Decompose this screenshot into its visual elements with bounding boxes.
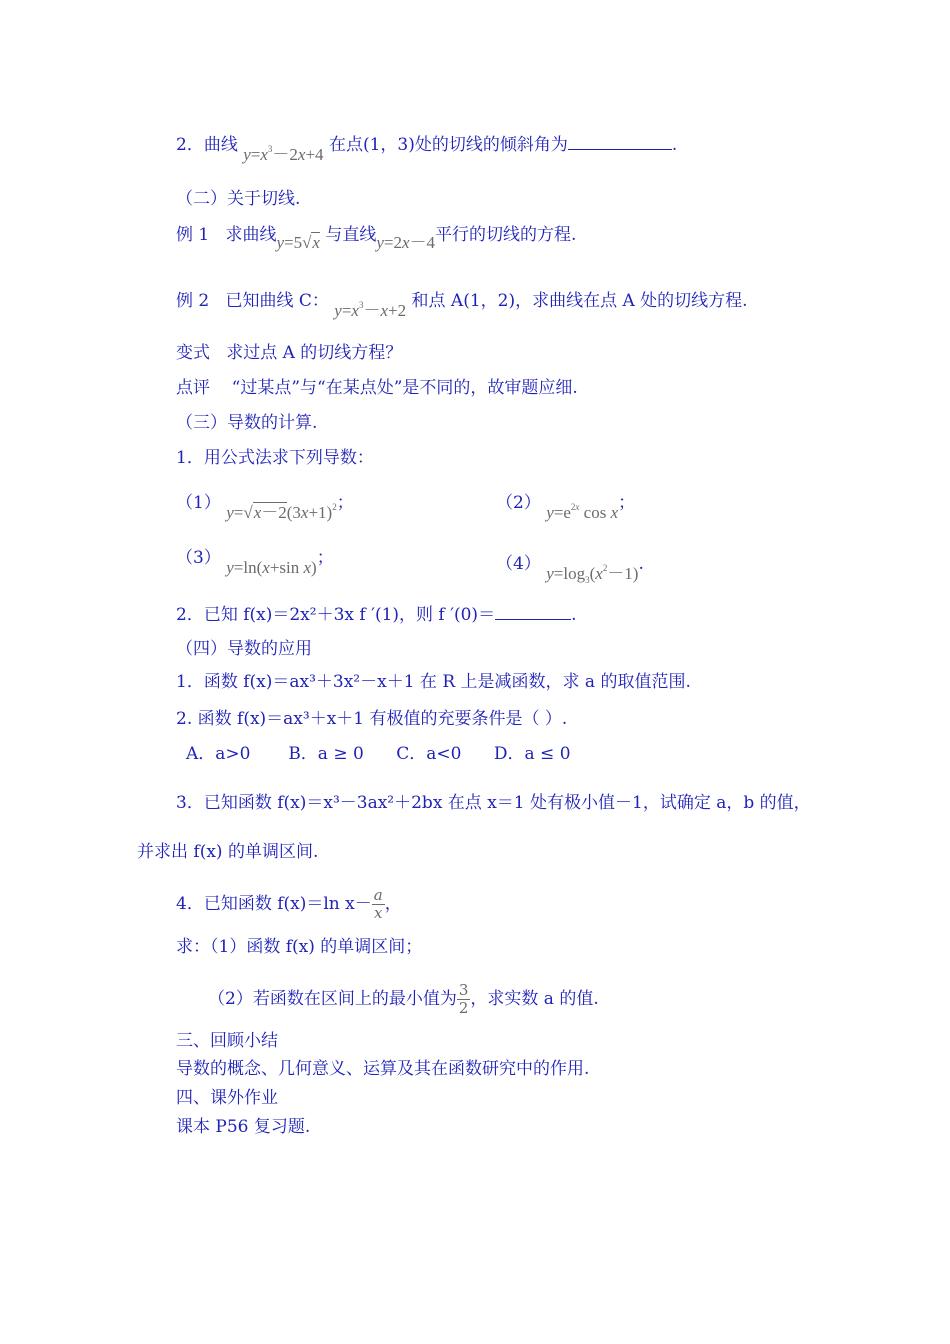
section-homework-heading: 四、课外作业 <box>176 1088 278 1108</box>
apply-q2-options <box>186 743 571 765</box>
apply-q1: 1．函数 f(x)＝ax³＋3x²－x＋1 在 R 上是减函数，求 a 的取值范围. <box>176 672 691 692</box>
variant: 变式 求过点 A 的切线方程？ <box>176 343 403 363</box>
calc-item-2: （2） $y=e^{2x}$ cos x； <box>496 493 636 522</box>
example2-curve: $y=x^3-x+2$ <box>334 300 407 320</box>
option-d[interactable]: D．a ≤ 0 <box>493 744 571 764</box>
calc-item-4-formula: $y=\log_3(x^2-1)$ <box>546 563 639 585</box>
q2-tangent-line: 2．曲线 $y=x^3-2x+4$ 在点(1，3)处的切线的倾斜角为 . <box>176 135 678 164</box>
calc-q1: 1．用公式法求下列导数： <box>176 448 374 468</box>
example-2: 例 2 已知曲线 C： $y=x^3-x+2$ 和点 A(1，2)，求曲线在点 A 处的切线方程. <box>176 291 748 320</box>
section-review-heading: 三、回顾小结 <box>176 1031 278 1051</box>
apply-q4-sub2: （2）若函数在区间上的最小值为 $\frac{3}{2}$ ，求实数 a 的值. <box>208 981 599 1017</box>
calc-item-2-formula: $y=e^{2x}$ cos x <box>546 502 619 522</box>
q2-prefix: 2．曲线 <box>176 135 238 155</box>
section-apply-heading: （四）导数的应用 <box>176 639 312 659</box>
option-b[interactable]: B．a ≥ 0 <box>288 744 364 764</box>
answer-blank[interactable] <box>495 603 571 620</box>
apply-q3-line1: 3．已知函数 f(x)＝x³－3ax²＋2bx 在点 x＝1 处有极小值－1，试确定 a，b 的值， <box>176 793 811 813</box>
section-tangent-heading: （二）关于切线. <box>176 189 301 209</box>
q2-text: 在点(1，3)处的切线的倾斜角为 <box>328 135 568 155</box>
calc-item-4: （4） $y=\log_3(x^2-1)$. <box>496 554 644 585</box>
answer-blank[interactable] <box>568 133 672 150</box>
option-c[interactable]: C．a<0 <box>396 744 462 764</box>
apply-q4-sub1: 求：（1）函数 f(x) 的单调区间； <box>176 937 423 957</box>
calc-q2: 2．已知 f(x)＝2x²＋3x f ′(1)，则 f ′(0)＝ . <box>176 605 577 625</box>
q4-sub2-fraction: $\frac{3}{2}$ <box>458 981 469 1017</box>
q4-fraction: $\frac{a}{x}$ <box>373 886 383 922</box>
q2-formula: $y=x^3-2x+4$ <box>243 144 324 164</box>
calc-item-3: （3） y=ln(x+sin x)； <box>176 548 334 577</box>
apply-q4: 4．已知函数 f(x)＝ln x－ $\frac{a}{x}$ ， <box>176 886 402 922</box>
example1-line: y=2x－4 <box>376 233 436 252</box>
section-review-text: 导数的概念、几何意义、运算及其在函数研究中的作用. <box>176 1059 590 1079</box>
apply-q2: 2. 函数 f(x)＝ax³＋x＋1 有极值的充要条件是（ ）. <box>176 709 568 729</box>
section-homework-text: 课本 P56 复习题. <box>176 1117 311 1137</box>
example1-curve: y=5√x <box>276 233 320 252</box>
section-calc-heading: （三）导数的计算. <box>176 413 318 433</box>
comment: 点评 “过某点”与“在某点处”是不同的，故审题应细. <box>176 378 578 398</box>
calc-item-3-formula: y=ln(x+sin x) <box>226 558 317 577</box>
example-1: 例 1 求曲线y=5√x 与直线y=2x－4平行的切线的方程. <box>176 225 577 252</box>
calc-item-1: （1） $y=√x-2(3x+1)^2$； <box>176 493 354 522</box>
apply-q3-line2: 并求出 f(x) 的单调区间. <box>137 842 319 862</box>
option-a[interactable]: A．a>0 <box>186 744 251 764</box>
calc-item-1-formula: $y=√x-2(3x+1)^2$ <box>226 502 337 522</box>
